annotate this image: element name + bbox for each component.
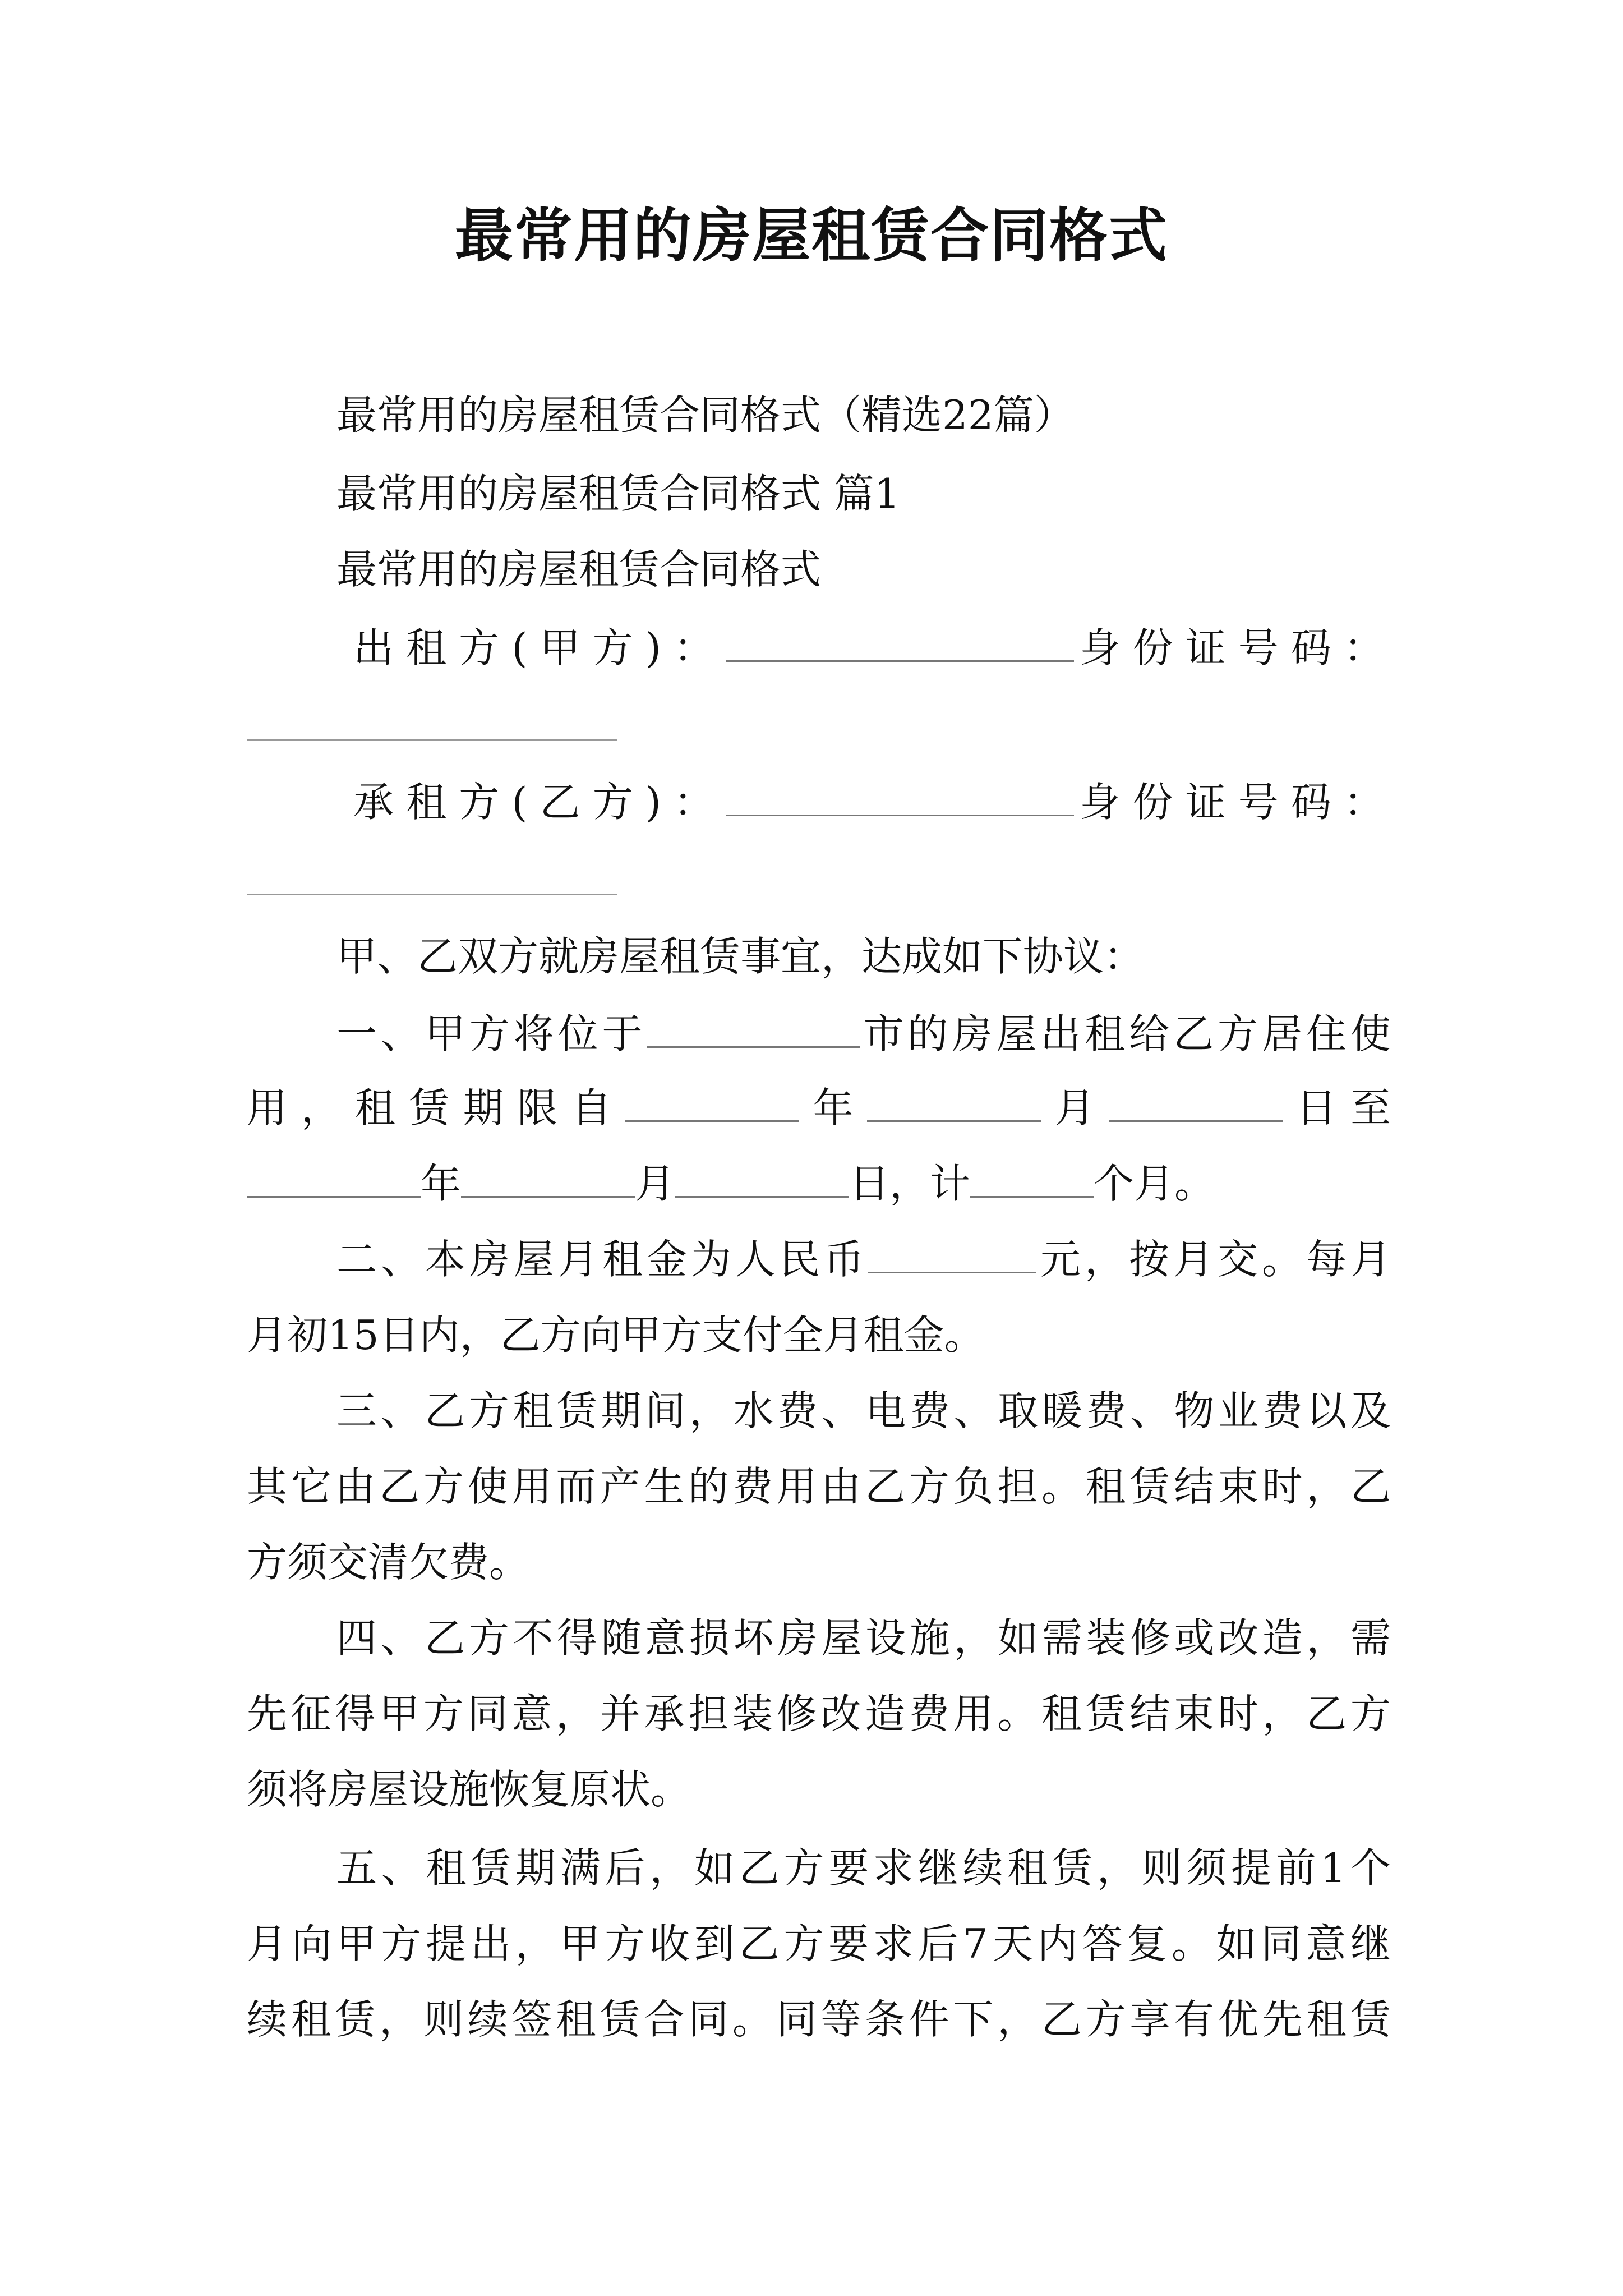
lessee-name-blank xyxy=(726,779,1074,816)
end-month-blank xyxy=(461,1160,635,1198)
city-blank xyxy=(647,1010,860,1048)
clause-3-line-3: 方须交清欠费。 xyxy=(247,1539,530,1586)
start-month-blank xyxy=(867,1084,1041,1122)
lessor-label: 出租方(甲方)： xyxy=(353,624,727,671)
lessor-name-blank xyxy=(726,624,1074,662)
clause-5-line-1: 五、租赁期满后，如乙方要求继续租赁，则须提前1个 xyxy=(336,1844,1391,1892)
months-count-blank xyxy=(970,1160,1094,1198)
section-heading: 最常用的房屋租赁合同格式 篇1 xyxy=(336,470,900,517)
lessee-id-blank xyxy=(247,894,617,895)
end-year-blank xyxy=(247,1160,421,1198)
clause-4-line-1: 四、乙方不得随意损坏房屋设施，如需装修或改造，需 xyxy=(336,1614,1391,1662)
clause-1-line-2: 用，租赁期限自 年 月 日至 xyxy=(247,1084,1391,1131)
lessee-label: 承租方(乙方)： xyxy=(353,779,727,826)
rent-amount-blank xyxy=(868,1236,1036,1273)
lessee-id-label: 身份证号码： xyxy=(1074,779,1391,826)
clause-2-line-1: 二、本房屋月租金为人民币 元，按月交。每月 xyxy=(336,1236,1391,1283)
lessor-id-blank xyxy=(247,739,617,741)
lessor-id-label: 身份证号码： xyxy=(1074,624,1391,671)
clause-1-line-3: 年 月 日，计 个月。 xyxy=(247,1156,1391,1212)
section-title: 最常用的房屋租赁合同格式 xyxy=(336,546,822,593)
end-day-blank xyxy=(675,1160,849,1198)
clause-1-line-1: 一、甲方将位于 市的房屋出租给乙方居住使 xyxy=(336,1010,1391,1057)
clause-5-line-2: 月向甲方提出，甲方收到乙方要求后7天内答复。如同意继 xyxy=(247,1920,1391,1967)
clause-4-line-3: 须将房屋设施恢复原状。 xyxy=(247,1766,691,1813)
agreement-intro: 甲、乙双方就房屋租赁事宜，达成如下协议： xyxy=(336,933,1145,980)
clause-5-line-3: 续租赁，则续签租赁合同。同等条件下，乙方享有优先租赁 xyxy=(247,1996,1391,2043)
lessee-line xyxy=(353,774,1391,830)
document-title: 最常用的房屋租赁合同格式 xyxy=(454,201,1168,270)
lessor-line xyxy=(353,620,1391,676)
clause-2-line-2: 月初15日内，乙方向甲方支付全月租金。 xyxy=(247,1312,985,1359)
clause-3-line-1: 三、乙方租赁期间，水费、电费、取暖费、物业费以及 xyxy=(336,1387,1391,1434)
start-year-blank xyxy=(625,1084,799,1122)
clause-3-line-2: 其它由乙方使用而产生的费用由乙方负担。租赁结束时，乙 xyxy=(247,1463,1391,1510)
clause-4-line-2: 先征得甲方同意，并承担装修改造费用。租赁结束时，乙方 xyxy=(247,1690,1391,1737)
collection-subtitle: 最常用的房屋租赁合同格式（精选22篇） xyxy=(336,392,1075,439)
start-day-blank xyxy=(1109,1084,1283,1122)
